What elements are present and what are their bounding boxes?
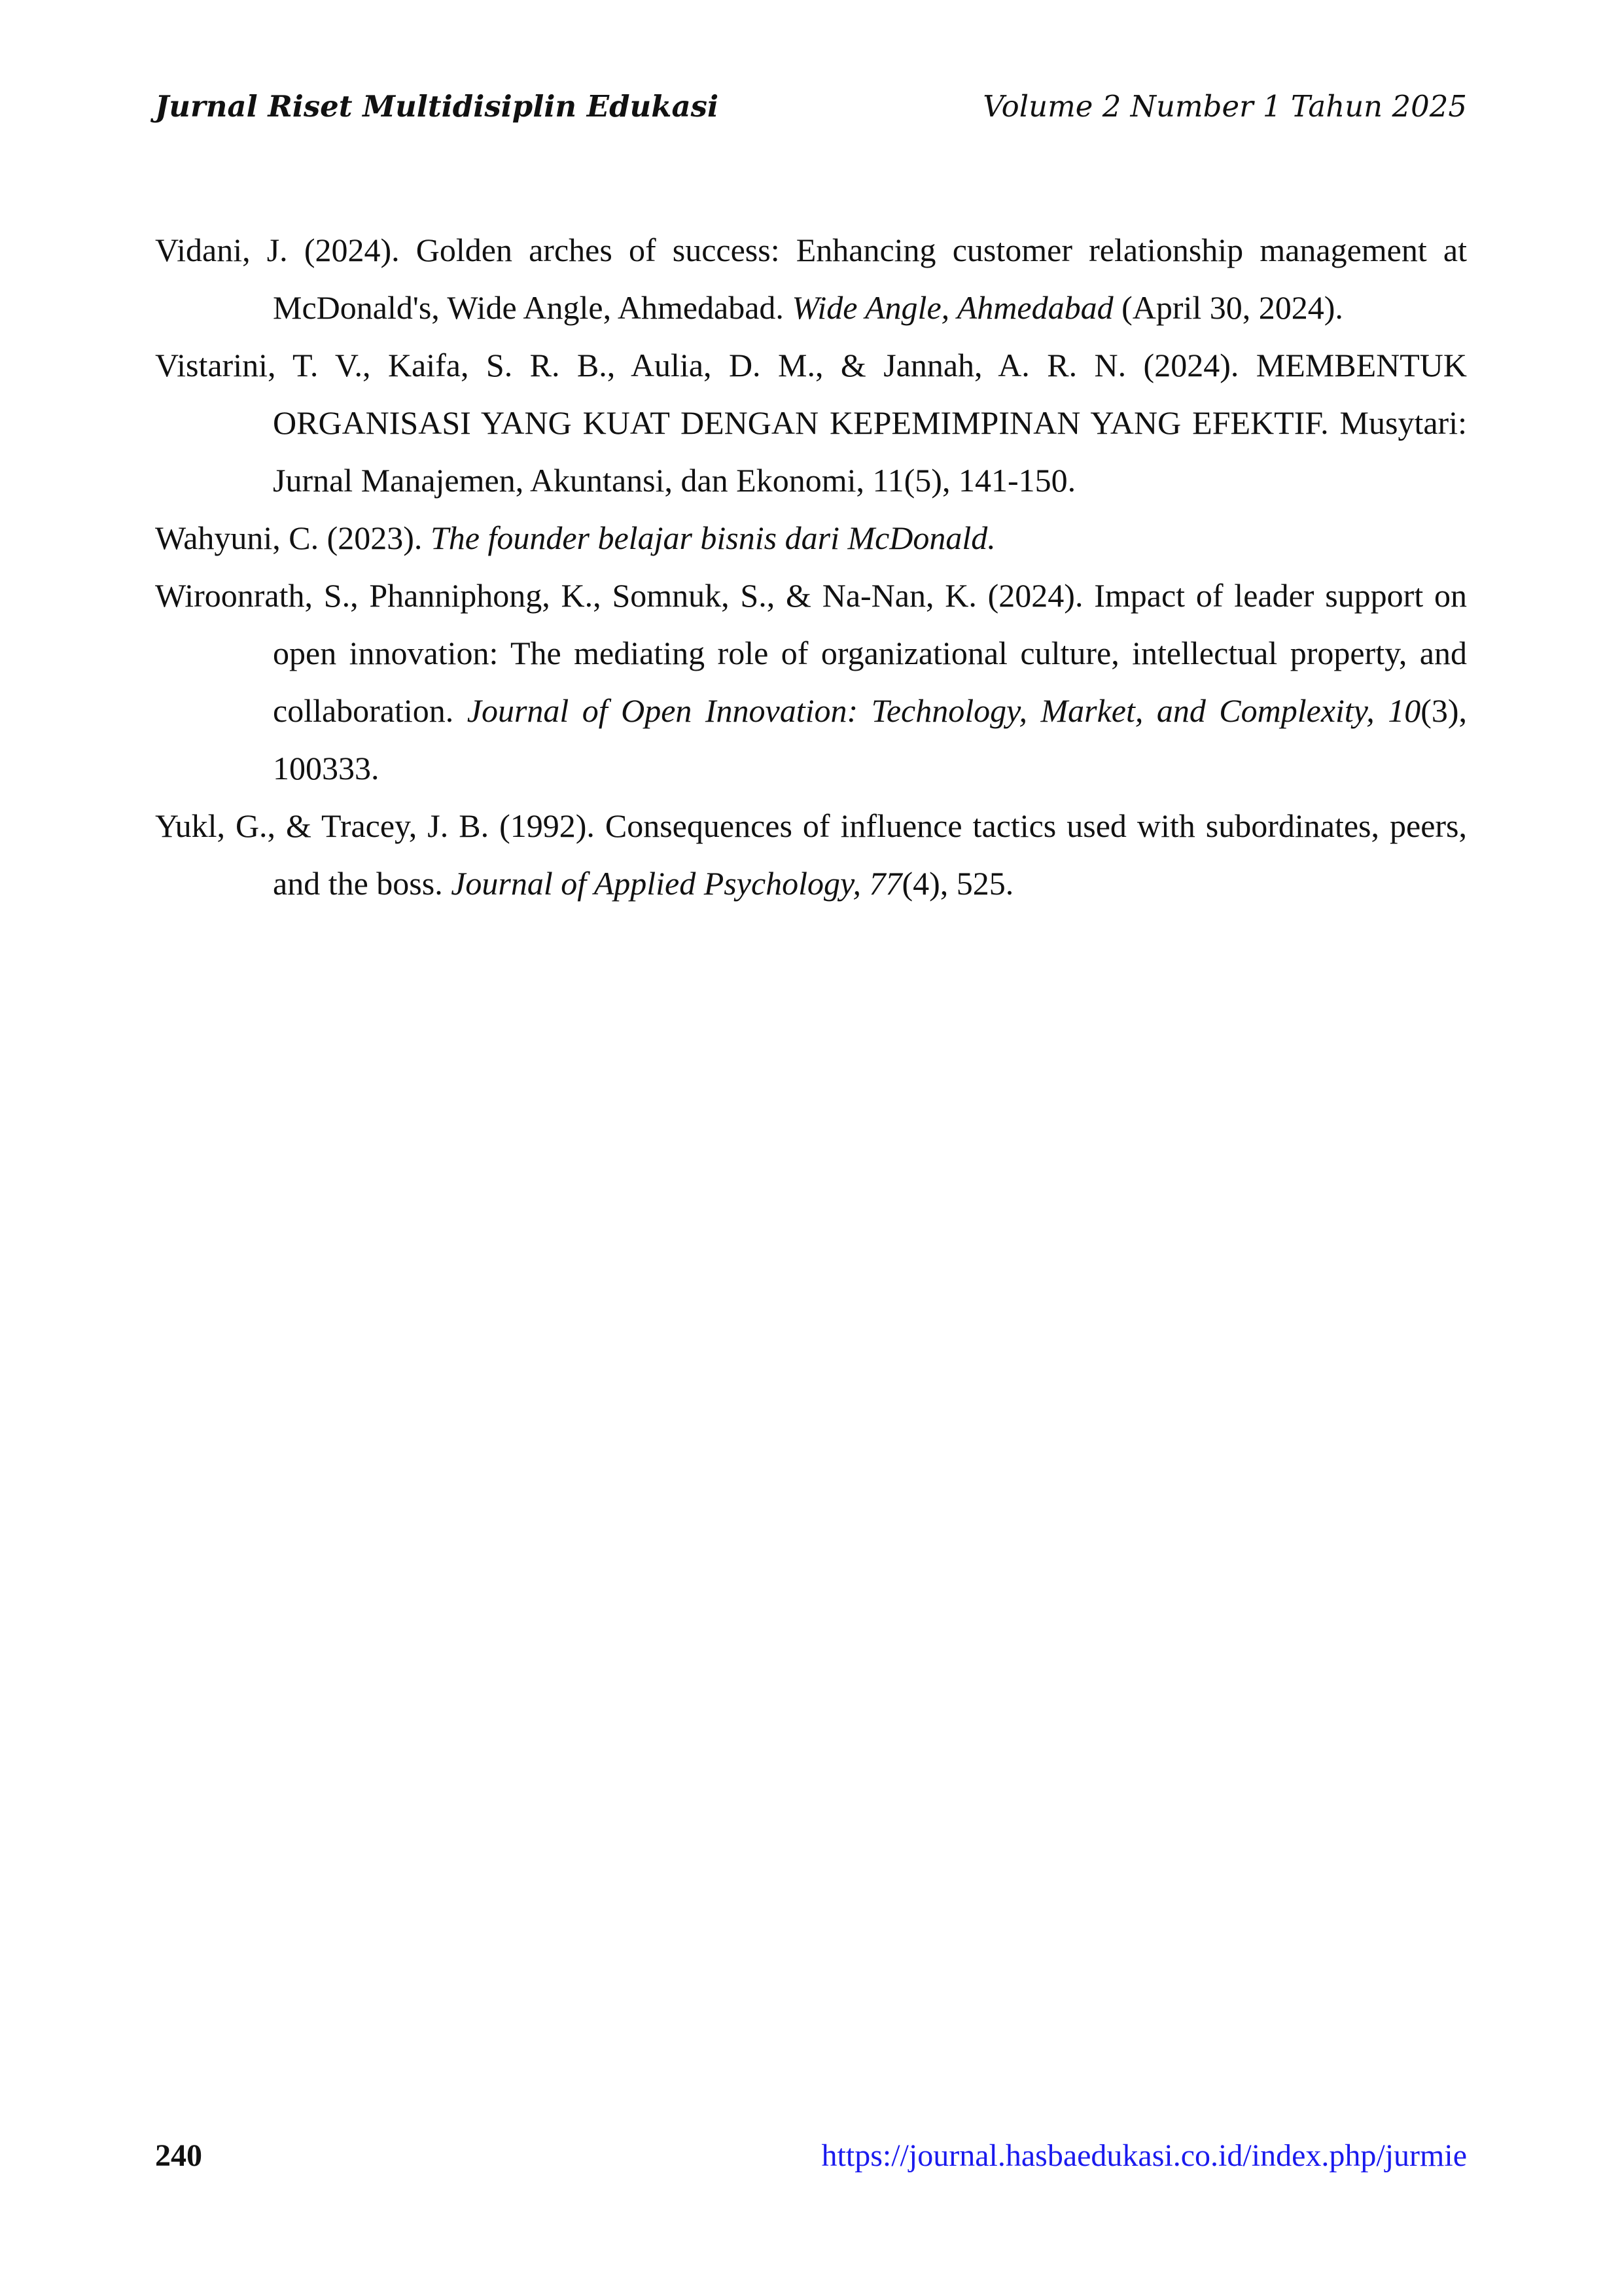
page-number: 240 [155,2138,202,2173]
reference-italic-text: The founder belajar bisnis dari McDonald. [430,520,996,556]
reference-text: (April 30, 2024). [1113,289,1343,326]
page-footer [155,2133,1467,2179]
reference-entry [155,797,1467,912]
reference-italic-text: Journal of Open Innovation: Technology, Market, and Complexity, 10 [467,692,1421,729]
volume-info: Volume 2 Number 1 Tahun 2025 [983,89,1467,124]
reference-italic-text: Journal of Applied Psychology, 77 [451,865,902,902]
reference-entry [155,509,1467,567]
journal-title: Jurnal Riset Multidisiplin Edukasi [155,89,719,124]
reference-list [155,221,1467,912]
running-header [155,84,1467,130]
reference-entry [155,221,1467,336]
reference-entry [155,336,1467,509]
reference-text: Vidani, J. (2024). Golden arches of success: Enhancing customer relationship management at McDonald's, Wide Angle, Ahmedabad. [155,232,1467,326]
reference-text: Vistarini, T. V., Kaifa, S. R. B., Aulia, D. M., & Jannah, A. R. N. (2024). MEMBENTUK ORGANISASI YANG KUAT DENGAN KEPEMIMPINAN YANG EFEKTIF. Musytari: Jurnal Manajemen, Akuntansi, dan Ekonomi, 11(5), 141-150. [155,347,1467,499]
reference-italic-text: Wide Angle, Ahmedabad [792,289,1114,326]
reference-text: Wiroonrath, S., Phanniphong, K., Somnuk, S., & Na-Nan, K. (2024). Impact of leader support on open innovation: The mediating role of organizational culture, intellectual property, and collaboration. [155,577,1467,729]
reference-text: (4), 525. [902,865,1014,902]
reference-text: Yukl, G., & Tracey, J. B. (1992). Consequences of influence tactics used with subordinates, peers, and the boss. [155,807,1467,902]
reference-entry [155,567,1467,797]
reference-text: (3), 100333. [273,692,1468,786]
journal-url-link[interactable]: https://journal.hasbaedukasi.co.id/index.php/jurmie [821,2138,1467,2173]
reference-text: Wahyuni, C. (2023). [155,520,431,556]
